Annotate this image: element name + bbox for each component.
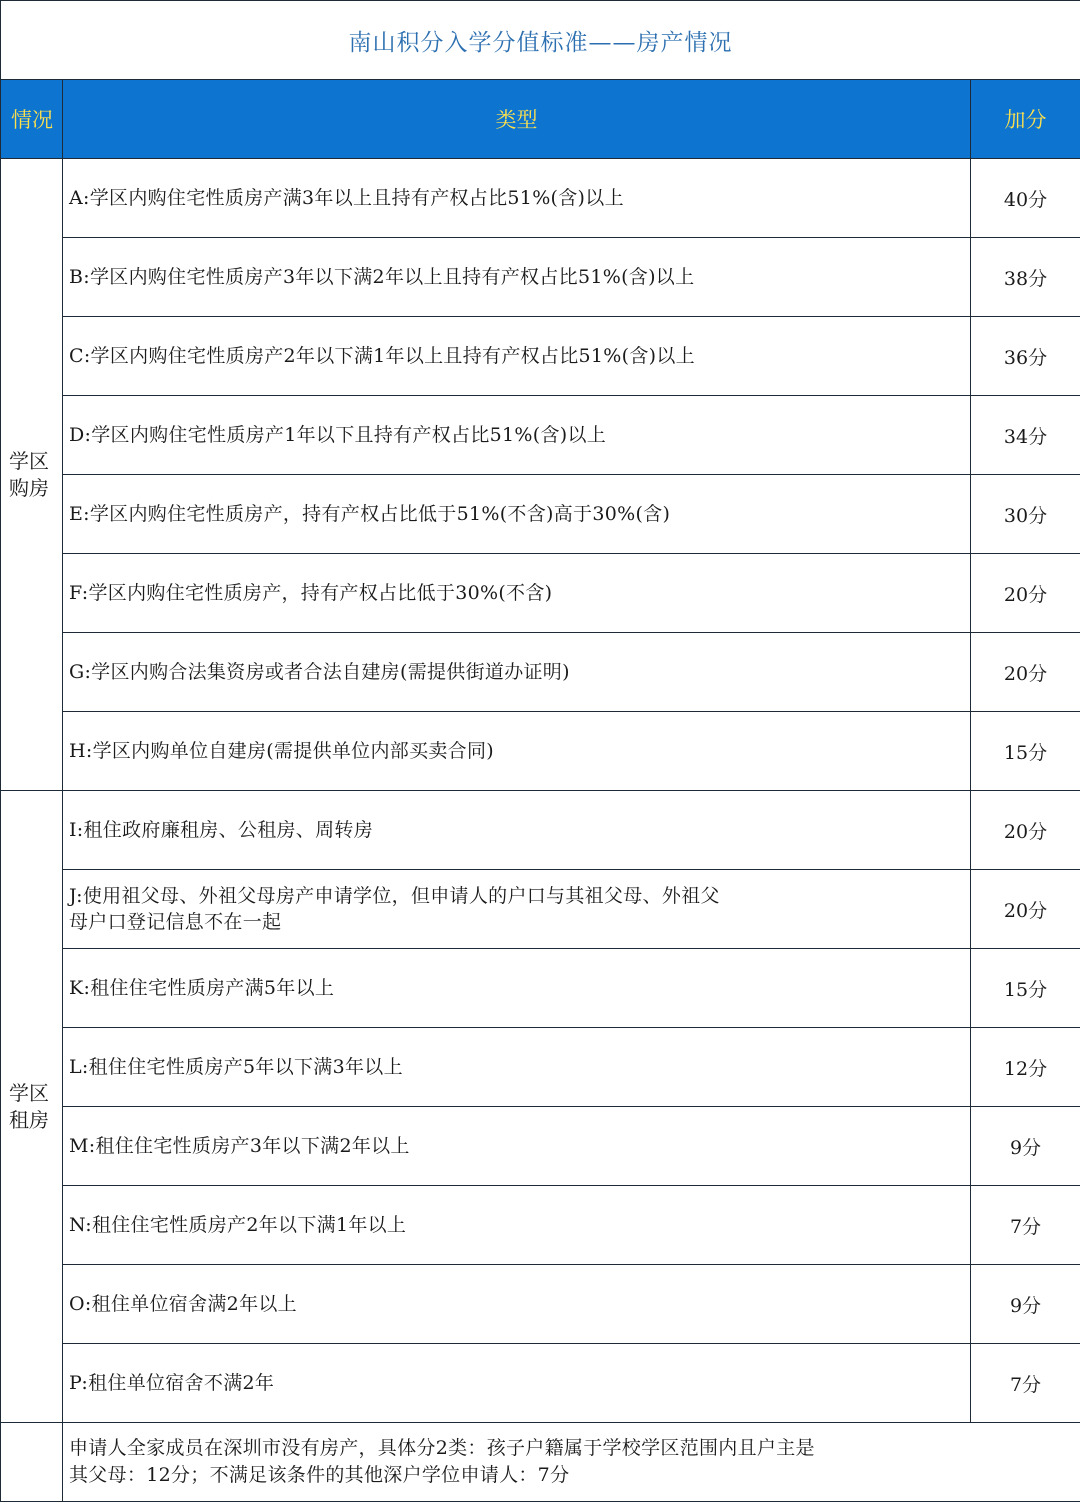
score-cell: 9分 xyxy=(971,1107,1080,1186)
type-cell: L:租住住宅性质房产5年以下满3年以上 xyxy=(63,1028,971,1107)
score-cell: 15分 xyxy=(971,949,1080,1028)
type-cell: F:学区内购住宅性质房产，持有产权占比低于30%(不含) xyxy=(63,554,971,633)
type-cell: P:租住单位宿舍不满2年 xyxy=(63,1344,971,1423)
score-cell: 7分 xyxy=(971,1344,1080,1423)
score-cell: 36分 xyxy=(971,317,1080,396)
type-cell: C:学区内购住宅性质房产2年以下满1年以上且持有产权占比51%(含)以上 xyxy=(63,317,971,396)
table-row xyxy=(1,949,1080,1028)
type-cell: M:租住住宅性质房产3年以下满2年以上 xyxy=(63,1107,971,1186)
table-row xyxy=(1,396,1080,475)
score-cell: 20分 xyxy=(971,633,1080,712)
type-cell: A:学区内购住宅性质房产满3年以上且持有产权占比51%(含)以上 xyxy=(63,159,971,238)
table-row xyxy=(1,633,1080,712)
table-row xyxy=(1,238,1080,317)
score-cell: 7分 xyxy=(971,1186,1080,1265)
score-cell: 38分 xyxy=(971,238,1080,317)
score-cell: 15分 xyxy=(971,712,1080,791)
type-cell: N:租住住宅性质房产2年以下满1年以上 xyxy=(63,1186,971,1265)
score-cell: 12分 xyxy=(971,1028,1080,1107)
header-type: 类型 xyxy=(63,80,971,159)
score-cell: 30分 xyxy=(971,475,1080,554)
table-row xyxy=(1,791,1080,870)
type-cell: D:学区内购住宅性质房产1年以下且持有产权占比51%(含)以上 xyxy=(63,396,971,475)
type-cell: B:学区内购住宅性质房产3年以下满2年以上且持有产权占比51%(含)以上 xyxy=(63,238,971,317)
table-row xyxy=(1,554,1080,633)
table-row xyxy=(1,1107,1080,1186)
category-cell: 学区 购房 xyxy=(1,159,63,791)
note-cell: 申请人全家成员在深圳市没有房产，具体分2类：孩子户籍属于学校学区范围内且户主是 其父母：12分；不满足该条件的其他深户学位申请人：7分 xyxy=(63,1423,1080,1502)
score-cell: 20分 xyxy=(971,554,1080,633)
table-row xyxy=(1,1265,1080,1344)
table-row xyxy=(1,1344,1080,1423)
note-row xyxy=(1,1423,1080,1502)
score-cell: 34分 xyxy=(971,396,1080,475)
table-row xyxy=(1,712,1080,791)
table-row xyxy=(1,1186,1080,1265)
table-row xyxy=(1,317,1080,396)
score-cell: 20分 xyxy=(971,791,1080,870)
type-cell: K:租住住宅性质房产满5年以上 xyxy=(63,949,971,1028)
type-cell: E:学区内购住宅性质房产，持有产权占比低于51%(不含)高于30%(含) xyxy=(63,475,971,554)
header-score: 加分 xyxy=(971,80,1080,159)
type-cell: H:学区内购单位自建房(需提供单位内部买卖合同) xyxy=(63,712,971,791)
note-blank-cell xyxy=(1,1423,63,1502)
score-cell: 9分 xyxy=(971,1265,1080,1344)
table-title: 南山积分入学分值标准——房产情况 xyxy=(1,1,1080,80)
type-cell: J:使用祖父母、外祖父母房产申请学位，但申请人的户口与其祖父母、外祖父 母户口登记信息不在一起 xyxy=(63,870,971,949)
score-cell: 40分 xyxy=(971,159,1080,238)
header-row xyxy=(1,80,1080,159)
table-row xyxy=(1,870,1080,949)
category-cell: 学区 租房 xyxy=(1,791,63,1423)
header-situation: 情况 xyxy=(1,80,63,159)
score-cell: 20分 xyxy=(971,870,1080,949)
table-row xyxy=(1,1028,1080,1107)
table-row xyxy=(1,159,1080,238)
type-cell: O:租住单位宿舍满2年以上 xyxy=(63,1265,971,1344)
type-cell: I:租住政府廉租房、公租房、周转房 xyxy=(63,791,971,870)
type-cell: G:学区内购合法集资房或者合法自建房(需提供街道办证明) xyxy=(63,633,971,712)
table-row xyxy=(1,475,1080,554)
